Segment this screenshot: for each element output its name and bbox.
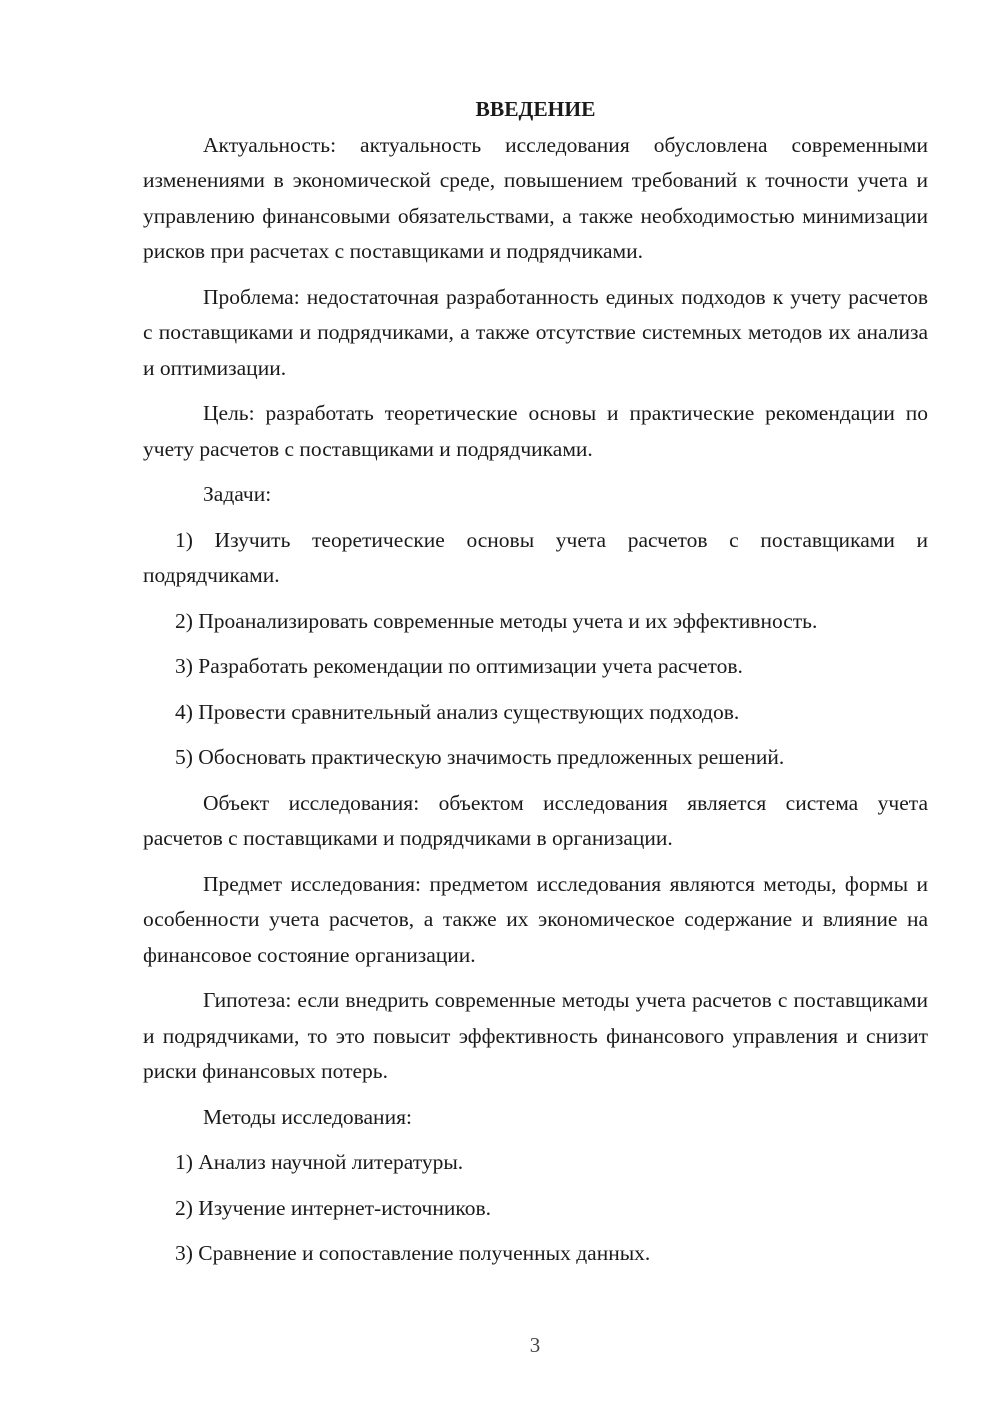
method-item: 1) Анализ научной литературы.	[175, 1150, 464, 1174]
method-item: 2) Изучение интернет-источников.	[175, 1195, 492, 1220]
problem-paragraph: Проблема: недостаточная разработанность единых подходов к учету расчетов с поставщиками и подрядчиками, а также отсутствие системных методов их анализа и оптимизации.	[143, 284, 928, 380]
tasks-label: Задачи:	[203, 482, 272, 506]
task-item: 3) Разработать рекомендации по оптимизации учета расчетов.	[175, 654, 743, 678]
goal-paragraph: Цель: разработать теоретические основы и практические рекомендации по учету расчетов с поставщиками и подрядчиками.	[143, 401, 928, 461]
page-number: 3	[529, 1333, 541, 1357]
method-item: 3) Сравнение и сопоставление полученных данных.	[175, 1241, 651, 1265]
object-paragraph: Объект исследования: объектом исследования является система учета расчетов с поставщиками и подрядчиками в организации.	[143, 790, 928, 850]
task-item: 4) Провести сравнительный анализ существующих подходов.	[175, 699, 740, 724]
relevance-paragraph: Актуальность: актуальность исследования обусловлена современными изменениями в экономической среде, повышением требований к точности учета и управлению финансовыми обязательствами, а также необходимостью минимизации рисков при расчетах с поставщиками и подрядчиками.	[143, 132, 928, 263]
hypothesis-paragraph: Гипотеза: если внедрить современные методы учета расчетов с поставщиками и подрядчиками, то это повысит эффективность финансового управления и снизит риски финансовых потерь.	[143, 988, 928, 1083]
task-item: 5) Обосновать практическую значимость предложенных решений.	[175, 745, 785, 769]
section-title: ВВЕДЕНИЕ	[475, 97, 596, 121]
task-item: 2) Проанализировать современные методы учета и их эффективность.	[175, 608, 818, 633]
methods-label: Методы исследования:	[203, 1104, 412, 1129]
subject-paragraph: Предмет исследования: предметом исследования являются методы, формы и особенности учета расчетов, а также их экономическое содержание и влияние на финансовое состояние организации.	[143, 871, 928, 967]
task-item: 1) Изучить теоретические основы учета расчетов с поставщиками и подрядчиками.	[143, 527, 928, 587]
document-page	[143, 92, 928, 1282]
